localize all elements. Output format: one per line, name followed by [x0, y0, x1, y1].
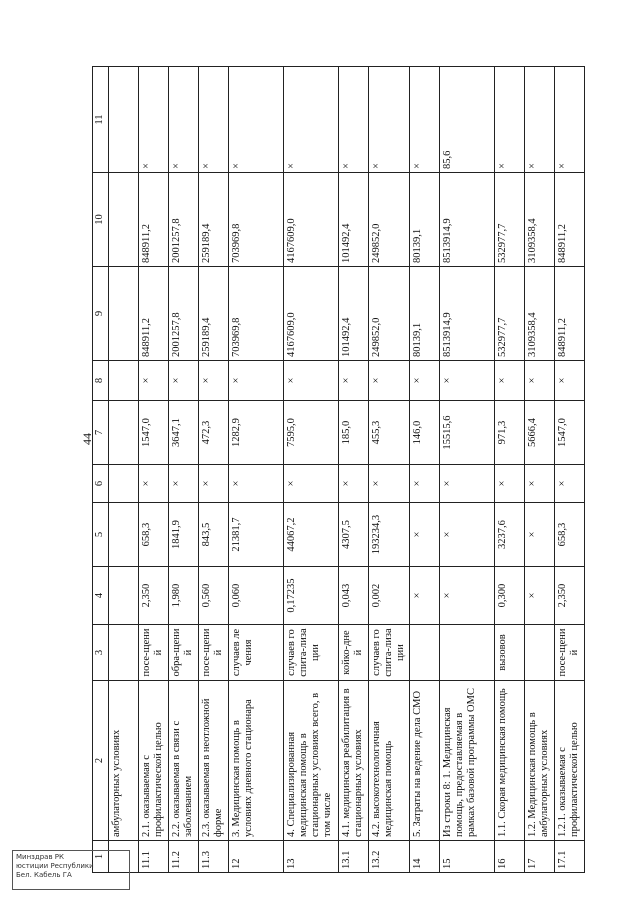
cell-c4: 0,043	[339, 567, 369, 625]
cell-c5: ×	[525, 503, 555, 567]
col-header: 9	[93, 267, 109, 361]
cell-c11: ×	[139, 67, 169, 173]
cell-unit: случаев госпита-лизации	[284, 625, 339, 681]
table-body	[109, 67, 585, 873]
cell-name: амбулаторных условиях	[109, 681, 139, 841]
cell-c8	[109, 361, 139, 401]
cell-id: 17.1	[555, 841, 585, 873]
cell-c10: 848911,2	[555, 173, 585, 267]
cell-c9: 249852,0	[369, 267, 410, 361]
cell-c9: 4167609,0	[284, 267, 339, 361]
cell-unit: обра-щений	[169, 625, 199, 681]
cell-c7: 7595,0	[284, 401, 339, 465]
table-row	[169, 67, 199, 873]
cell-c4: ×	[525, 567, 555, 625]
cell-c4: 1,980	[169, 567, 199, 625]
cell-c7	[109, 401, 139, 465]
cell-c6: ×	[440, 465, 495, 503]
table-row	[339, 67, 369, 873]
cell-c4: 0,560	[199, 567, 229, 625]
cell-c5: 21381,7	[229, 503, 284, 567]
cell-c11: ×	[495, 67, 525, 173]
cell-c11: ×	[525, 67, 555, 173]
cell-c11	[109, 67, 139, 173]
cell-c6: ×	[525, 465, 555, 503]
cell-c11: ×	[555, 67, 585, 173]
table-row	[229, 67, 284, 873]
cell-name: 5. Затраты на ведение дела СМО	[410, 681, 440, 841]
cell-c8: ×	[369, 361, 410, 401]
cell-c9: 703969,8	[229, 267, 284, 361]
cell-name: 3. Медицинская помощь в условиях дневного стационара	[229, 681, 284, 841]
cell-c8: ×	[339, 361, 369, 401]
col-header: 6	[93, 465, 109, 503]
cell-id: 15	[440, 841, 495, 873]
cell-id: 13	[284, 841, 339, 873]
col-header: 7	[93, 401, 109, 465]
cell-name: 4. Специализированная медицинская помощь в стационарных условиях всего, в том числе	[284, 681, 339, 841]
cell-c4: 0,060	[229, 567, 284, 625]
cell-c8: ×	[525, 361, 555, 401]
cell-name: 1.2.1. оказываемая с профилактической целью	[555, 681, 585, 841]
cell-c10: 259189,4	[199, 173, 229, 267]
cell-unit: случаев лечения	[229, 625, 284, 681]
cell-c9: 2001257,8	[169, 267, 199, 361]
cell-c8: ×	[229, 361, 284, 401]
cell-name: 2.3. оказываемая в неотложной форме	[199, 681, 229, 841]
cell-unit: посе-щений	[199, 625, 229, 681]
cell-c4: 0,17235	[284, 567, 339, 625]
cell-c7: 146,0	[410, 401, 440, 465]
cell-c11: ×	[199, 67, 229, 173]
cell-c7: 1547,0	[139, 401, 169, 465]
cell-name: 1.2. Медицинская помощь в амбулаторных условиях	[525, 681, 555, 841]
page-number: 44	[80, 433, 94, 445]
cell-c4	[109, 567, 139, 625]
table-row	[495, 67, 525, 873]
table-row	[525, 67, 555, 873]
cell-c10: 703969,8	[229, 173, 284, 267]
stamp-line: Минздрав РК	[16, 853, 65, 861]
cell-name: 4.2. высокотехнологичная медицинская помощь	[369, 681, 410, 841]
cell-c7: 5666,4	[525, 401, 555, 465]
cell-c10: 848911,2	[139, 173, 169, 267]
cell-c8: ×	[410, 361, 440, 401]
cell-c5: 4307,5	[339, 503, 369, 567]
cell-c5: 1841,9	[169, 503, 199, 567]
cell-c11: 85,6	[440, 67, 495, 173]
cell-name: 1.1. Скорая медицинская помощь	[495, 681, 525, 841]
cell-c5: 193234,3	[369, 503, 410, 567]
cell-c8: ×	[440, 361, 495, 401]
cell-c11: ×	[369, 67, 410, 173]
cell-id: 11.2	[169, 841, 199, 873]
cell-c8: ×	[555, 361, 585, 401]
cell-c7: 3647,1	[169, 401, 199, 465]
cell-id: 14	[410, 841, 440, 873]
cell-c10: 80139,1	[410, 173, 440, 267]
cell-c9: 80139,1	[410, 267, 440, 361]
cell-c6: ×	[410, 465, 440, 503]
cell-c6: ×	[555, 465, 585, 503]
cell-id: 12	[229, 841, 284, 873]
table-row	[369, 67, 410, 873]
cell-c11: ×	[284, 67, 339, 173]
stamp-line: юстиции Республики	[16, 861, 94, 870]
cell-c4: 0,002	[369, 567, 410, 625]
cell-c9: 259189,4	[199, 267, 229, 361]
header-row	[93, 67, 109, 873]
cell-c9: 101492,4	[339, 267, 369, 361]
cell-c10: 4167609,0	[284, 173, 339, 267]
cell-c5: ×	[410, 503, 440, 567]
col-header: 11	[93, 67, 109, 173]
cell-c6	[109, 465, 139, 503]
cell-name: 2.1. оказываемая с профилактической целью	[139, 681, 169, 841]
cell-c10: 8513914,9	[440, 173, 495, 267]
cell-c7: 971,3	[495, 401, 525, 465]
cell-unit: койко-дней	[339, 625, 369, 681]
cell-c7: 1547,0	[555, 401, 585, 465]
cell-id: 11.1	[139, 841, 169, 873]
cell-c6: ×	[495, 465, 525, 503]
cell-c5: 843,5	[199, 503, 229, 567]
cell-c8: ×	[199, 361, 229, 401]
cell-unit: вызовов	[495, 625, 525, 681]
cell-c4: 2,350	[139, 567, 169, 625]
cell-c5	[109, 503, 139, 567]
cell-c4: ×	[410, 567, 440, 625]
col-header: 8	[93, 361, 109, 401]
cell-c10	[109, 173, 139, 267]
cell-c6: ×	[229, 465, 284, 503]
cell-id: 17	[525, 841, 555, 873]
cell-c6: ×	[199, 465, 229, 503]
cell-c9: 848911,2	[139, 267, 169, 361]
cell-c7: 455,3	[369, 401, 410, 465]
cell-c9: 848911,2	[555, 267, 585, 361]
col-header: 10	[93, 173, 109, 267]
cell-id: 11.3	[199, 841, 229, 873]
cell-id: 13.2	[369, 841, 410, 873]
col-header: 4	[93, 567, 109, 625]
col-header: 2	[93, 681, 109, 841]
cell-c7: 15515,6	[440, 401, 495, 465]
table-row	[440, 67, 495, 873]
cell-c5: 658,3	[555, 503, 585, 567]
cell-c6: ×	[339, 465, 369, 503]
registration-stamp	[12, 850, 130, 890]
table-row	[199, 67, 229, 873]
cell-c10: 3109358,4	[525, 173, 555, 267]
cell-c6: ×	[169, 465, 199, 503]
cell-c6: ×	[369, 465, 410, 503]
cell-c7: 185,0	[339, 401, 369, 465]
cell-name: 4.1. медицинская реабилитация в стационарных условиях	[339, 681, 369, 841]
cell-c11: ×	[410, 67, 440, 173]
cell-c4: 0,300	[495, 567, 525, 625]
cell-c7: 472,3	[199, 401, 229, 465]
cell-c9: 3109358,4	[525, 267, 555, 361]
cell-c4: 2,350	[555, 567, 585, 625]
cell-c7: 1282,9	[229, 401, 284, 465]
cell-c5: 3237,6	[495, 503, 525, 567]
cell-c11: ×	[169, 67, 199, 173]
cell-c11: ×	[339, 67, 369, 173]
stamp-line: Бел. Кабель ГА	[16, 870, 72, 879]
cell-unit	[109, 625, 139, 681]
col-header: 5	[93, 503, 109, 567]
cell-c8: ×	[495, 361, 525, 401]
cell-c9: 532977,7	[495, 267, 525, 361]
cell-c8: ×	[169, 361, 199, 401]
table-row	[109, 67, 139, 873]
table-row	[139, 67, 169, 873]
cell-id: 16	[495, 841, 525, 873]
table-row	[410, 67, 440, 873]
table-row	[284, 67, 339, 873]
cell-c5: 44067,2	[284, 503, 339, 567]
cell-c5: 658,3	[139, 503, 169, 567]
table-row	[555, 67, 585, 873]
cell-c10: 532977,7	[495, 173, 525, 267]
cell-c6: ×	[284, 465, 339, 503]
cell-c10: 2001257,8	[169, 173, 199, 267]
cell-unit: случаев госпита-лизации	[369, 625, 410, 681]
cell-name: 2.2. оказываемая в связи с заболеванием	[169, 681, 199, 841]
cell-unit: посе-щений	[139, 625, 169, 681]
cell-c8: ×	[139, 361, 169, 401]
cell-unit	[440, 625, 495, 681]
cell-c11: ×	[229, 67, 284, 173]
cell-c8: ×	[284, 361, 339, 401]
data-table	[92, 66, 585, 873]
cell-unit: посе-щений	[555, 625, 585, 681]
cell-c9: 8513914,9	[440, 267, 495, 361]
cell-c5: ×	[440, 503, 495, 567]
cell-unit	[410, 625, 440, 681]
rotated-table-wrapper	[92, 67, 585, 873]
cell-c6: ×	[139, 465, 169, 503]
col-header: 3	[93, 625, 109, 681]
cell-c10: 101492,4	[339, 173, 369, 267]
col-header: 1	[93, 841, 109, 873]
cell-name: Из строки 8: 1. Медицинская помощь, предоставляемая в рамках базовой программы ОМС	[440, 681, 495, 841]
cell-unit	[525, 625, 555, 681]
cell-c9	[109, 267, 139, 361]
cell-c10: 249852,0	[369, 173, 410, 267]
cell-c4: ×	[440, 567, 495, 625]
cell-id: 13.1	[339, 841, 369, 873]
